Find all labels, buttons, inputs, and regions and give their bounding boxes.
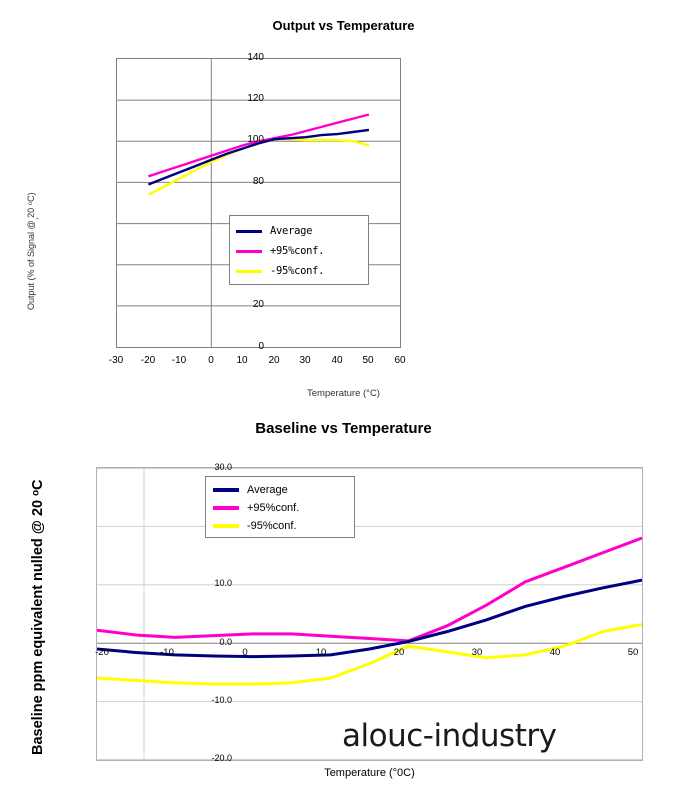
output-x-axis-label: Temperature (°C) <box>307 388 380 399</box>
output-xtick-0: 0 <box>208 355 214 366</box>
baseline-plot-area <box>96 467 643 761</box>
output-ytick-100: 100 <box>247 134 264 145</box>
output-xtick--10: -10 <box>171 355 187 366</box>
output-xtick--20: -20 <box>140 355 156 366</box>
legend-label-average: Average <box>270 225 313 237</box>
output-ytick-0: 0 <box>258 341 264 352</box>
legend-swatch-average <box>213 488 239 492</box>
output-y-axis-label: Output (% of Signal @ 20 ᵒC) <box>26 192 36 310</box>
output-ytick-80: 80 <box>252 176 264 187</box>
output-xtick-50: 50 <box>362 355 374 366</box>
output-legend-item-plus95 <box>236 241 362 261</box>
baseline-ytick-10: 10.0 <box>214 578 232 588</box>
baseline-legend-item-average <box>213 481 347 499</box>
output-legend-item-minus95 <box>236 261 362 281</box>
output-xtick--30: -30 <box>108 355 124 366</box>
output-xtick-40: 40 <box>331 355 343 366</box>
output-legend <box>229 215 369 285</box>
baseline-xtick-30: 30 <box>471 647 483 658</box>
baseline-legend <box>205 476 355 538</box>
baseline-xtick--20: -20 <box>95 647 109 658</box>
baseline-chart-title: Baseline vs Temperature <box>255 420 432 437</box>
baseline-legend-item-minus95 <box>213 517 347 535</box>
output-legend-item-average <box>236 221 362 241</box>
baseline-xtick-10: 10 <box>315 647 327 658</box>
output-y-axis-dash: - <box>36 213 39 223</box>
output-xtick-20: 20 <box>268 355 280 366</box>
baseline-ytick-0: 0.0 <box>219 637 232 647</box>
output-ytick-20: 20 <box>252 299 264 310</box>
baseline-x-axis-label: Temperature (°0C) <box>324 767 415 779</box>
baseline-xtick-0: 0 <box>242 647 248 658</box>
legend-swatch-plus95 <box>236 250 262 253</box>
legend-label-plus95: +95%conf. <box>247 502 300 514</box>
baseline-xtick-20: 20 <box>393 647 405 658</box>
baseline-y-axis-label: Baseline ppm equivalent nulled @ 20 ᵒC <box>30 479 46 755</box>
legend-label-minus95: -95%conf. <box>270 265 325 277</box>
baseline-ytick-30: 30.0 <box>214 462 232 472</box>
legend-label-minus95: -95%conf. <box>247 520 297 532</box>
legend-swatch-plus95 <box>213 506 239 510</box>
legend-label-average: Average <box>247 484 288 496</box>
output-xtick-60: 60 <box>394 355 406 366</box>
legend-swatch-minus95 <box>213 524 239 528</box>
baseline-xtick-50: 50 <box>627 647 639 658</box>
output-ytick-140: 140 <box>247 52 264 63</box>
output-chart-title: Output vs Temperature <box>272 18 415 33</box>
legend-swatch-average <box>236 230 262 233</box>
legend-label-plus95: +95%conf. <box>270 245 325 257</box>
baseline-ytick--10: -10.0 <box>211 695 232 705</box>
baseline-ytick--20: -20.0 <box>211 753 232 763</box>
baseline-legend-item-plus95 <box>213 499 347 517</box>
output-ytick-120: 120 <box>247 93 264 104</box>
output-xtick-10: 10 <box>236 355 248 366</box>
legend-swatch-minus95 <box>236 270 262 273</box>
baseline-xtick--10: -10 <box>160 647 174 658</box>
watermark: alouc-industry <box>342 718 557 754</box>
baseline-xtick-40: 40 <box>549 647 561 658</box>
baseline-plot-svg <box>97 468 642 760</box>
output-xtick-30: 30 <box>299 355 311 366</box>
